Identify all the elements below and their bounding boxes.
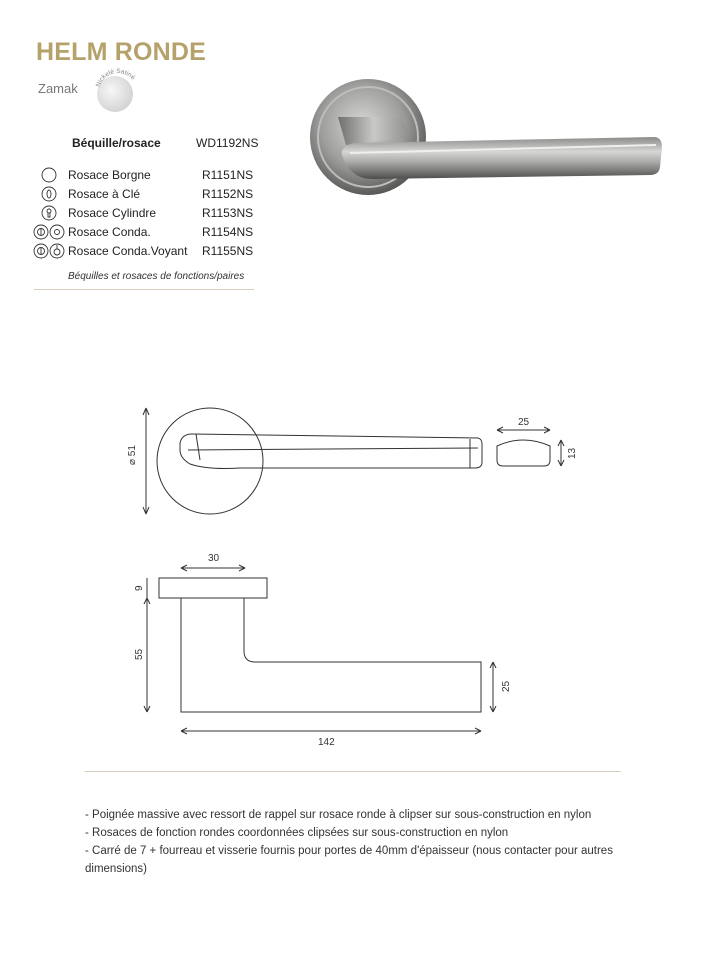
rosette-label: Rosace Conda.	[68, 225, 151, 239]
table-note: Béquilles et rosaces de fonctions/paires	[68, 271, 245, 282]
dim-rosette-depth: 9	[134, 585, 145, 591]
dim-lever-length: 142	[318, 737, 335, 748]
description-line: - Carré de 7 + fourreau et visserie fournis pour portes de 40mm d'épaisseur (nous contacter pour autres dimensions)	[85, 845, 613, 875]
rosette-ref: R1155NS	[202, 244, 254, 258]
dim-diameter: ⌀ 51	[127, 445, 138, 465]
table-header-ref: WD1192NS	[196, 136, 259, 150]
rosette-label: Rosace Borgne	[68, 168, 151, 182]
rosette-side	[159, 578, 267, 598]
dim-projection: 55	[134, 648, 145, 660]
lever-side	[181, 598, 481, 712]
rosette-label: Rosace Conda.Voyant	[68, 244, 188, 258]
front-view	[143, 408, 482, 514]
rosette-ref: R1151NS	[202, 168, 254, 182]
dim-grip-width: 25	[518, 417, 530, 428]
rosette-ref: R1154NS	[202, 225, 254, 239]
material-label: Zamak	[38, 81, 78, 96]
dim-grip-height: 13	[567, 447, 578, 459]
rosette-outline	[157, 408, 263, 514]
section-view	[497, 427, 564, 466]
dim-lever-height: 25	[501, 680, 512, 692]
rosette-label: Rosace à Clé	[68, 187, 141, 201]
grip-section	[497, 440, 550, 466]
rosette-ref: R1153NS	[202, 206, 254, 220]
description-line: - Rosaces de fonction rondes coordonnées clipsées sur sous-construction en nylon	[85, 827, 509, 839]
description	[85, 806, 645, 878]
dim-rosette-width: 30	[208, 553, 220, 564]
finish-label: Nickelé Satiné	[95, 67, 137, 88]
product-title: HELM RONDE	[36, 38, 207, 66]
divider-bottom	[85, 771, 621, 772]
lever-outline	[180, 434, 482, 469]
rosette-label: Rosace Cylindre	[68, 206, 157, 220]
side-view	[144, 565, 496, 734]
rosette-ref: R1152NS	[202, 187, 254, 201]
description-line: - Poignée massive avec ressort de rappel sur rosace ronde à clipser sur sous-construction en nylon	[85, 809, 592, 821]
table-header-label: Béquille/rosace	[72, 136, 161, 150]
